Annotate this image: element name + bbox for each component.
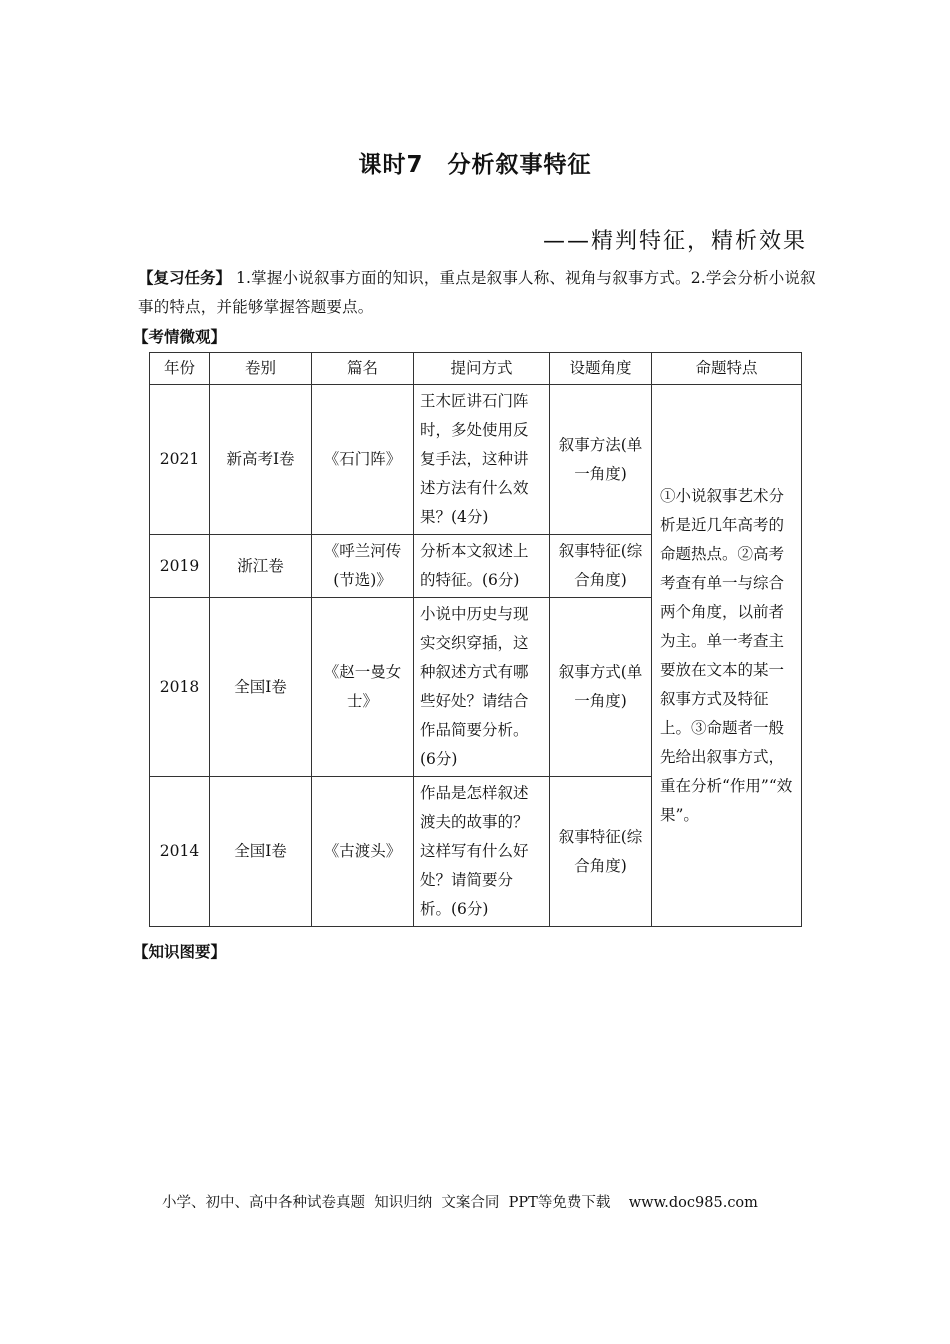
review-task: [138, 264, 816, 322]
header-title: 篇名: [312, 353, 414, 385]
cell-angle: 叙事方式(单一角度): [550, 598, 652, 777]
cell-angle: 叙事特征(综合角度): [550, 777, 652, 927]
cell-paper: 全国Ⅰ卷: [210, 777, 312, 927]
cell-question: 王木匠讲石门阵时，多处使用反复手法，这种讲述方法有什么效果？(4分): [414, 385, 550, 535]
header-paper: 卷别: [210, 353, 312, 385]
cell-paper: 浙江卷: [210, 535, 312, 598]
cell-title: 《呼兰河传(节选)》: [312, 535, 414, 598]
header-year: 年份: [150, 353, 210, 385]
cell-angle: 叙事方法(单一角度): [550, 385, 652, 535]
cell-question: 作品是怎样叙述渡夫的故事的？这样写有什么好处？请简要分析。(6分): [414, 777, 550, 927]
section-label-kaoqing: 【考情微观】: [133, 328, 227, 346]
cell-title: 《石门阵》: [312, 385, 414, 535]
header-question: 提问方式: [414, 353, 550, 385]
table-row: [150, 385, 802, 535]
cell-year: 2018: [150, 598, 210, 777]
section-label-zhishi: 【知识图要】: [133, 943, 227, 961]
cell-year: 2019: [150, 535, 210, 598]
table-header-row: [150, 353, 802, 385]
page-subtitle: ——精判特征，精析效果: [542, 229, 807, 254]
review-task-tag: 【复习任务】: [138, 269, 232, 287]
cell-paper: 新高考Ⅰ卷: [210, 385, 312, 535]
cell-title: 《赵一曼女士》: [312, 598, 414, 777]
page-footer: 小学、初中、高中各种试卷真题 知识归纳 文案合同 PPT等免费下载 www.doc985.com: [162, 1195, 758, 1211]
cell-year: 2021: [150, 385, 210, 535]
cell-question: 分析本文叙述上的特征。(6分): [414, 535, 550, 598]
cell-year: 2014: [150, 777, 210, 927]
cell-title: 《古渡头》: [312, 777, 414, 927]
exam-analysis-table: [149, 352, 802, 927]
review-task-text: 1.掌握小说叙事方面的知识，重点是叙事人称、视角与叙事方式。2.学会分析小说叙事的特点，并能够掌握答题要点。: [138, 269, 816, 316]
cell-question: 小说中历史与现实交织穿插，这种叙述方式有哪些好处？请结合作品简要分析。(6分): [414, 598, 550, 777]
page-title: 课时7 分析叙事特征: [358, 152, 592, 178]
cell-features: ①小说叙事艺术分析是近几年高考的命题热点。②高考考查有单一与综合两个角度，以前者为主。单一考查主要放在文本的某一叙事方式及特征上。③命题者一般先给出叙事方式，重在分析“作用”“效果”。: [652, 385, 802, 927]
cell-angle: 叙事特征(综合角度): [550, 535, 652, 598]
header-features: 命题特点: [652, 353, 802, 385]
cell-paper: 全国Ⅰ卷: [210, 598, 312, 777]
header-angle: 设题角度: [550, 353, 652, 385]
